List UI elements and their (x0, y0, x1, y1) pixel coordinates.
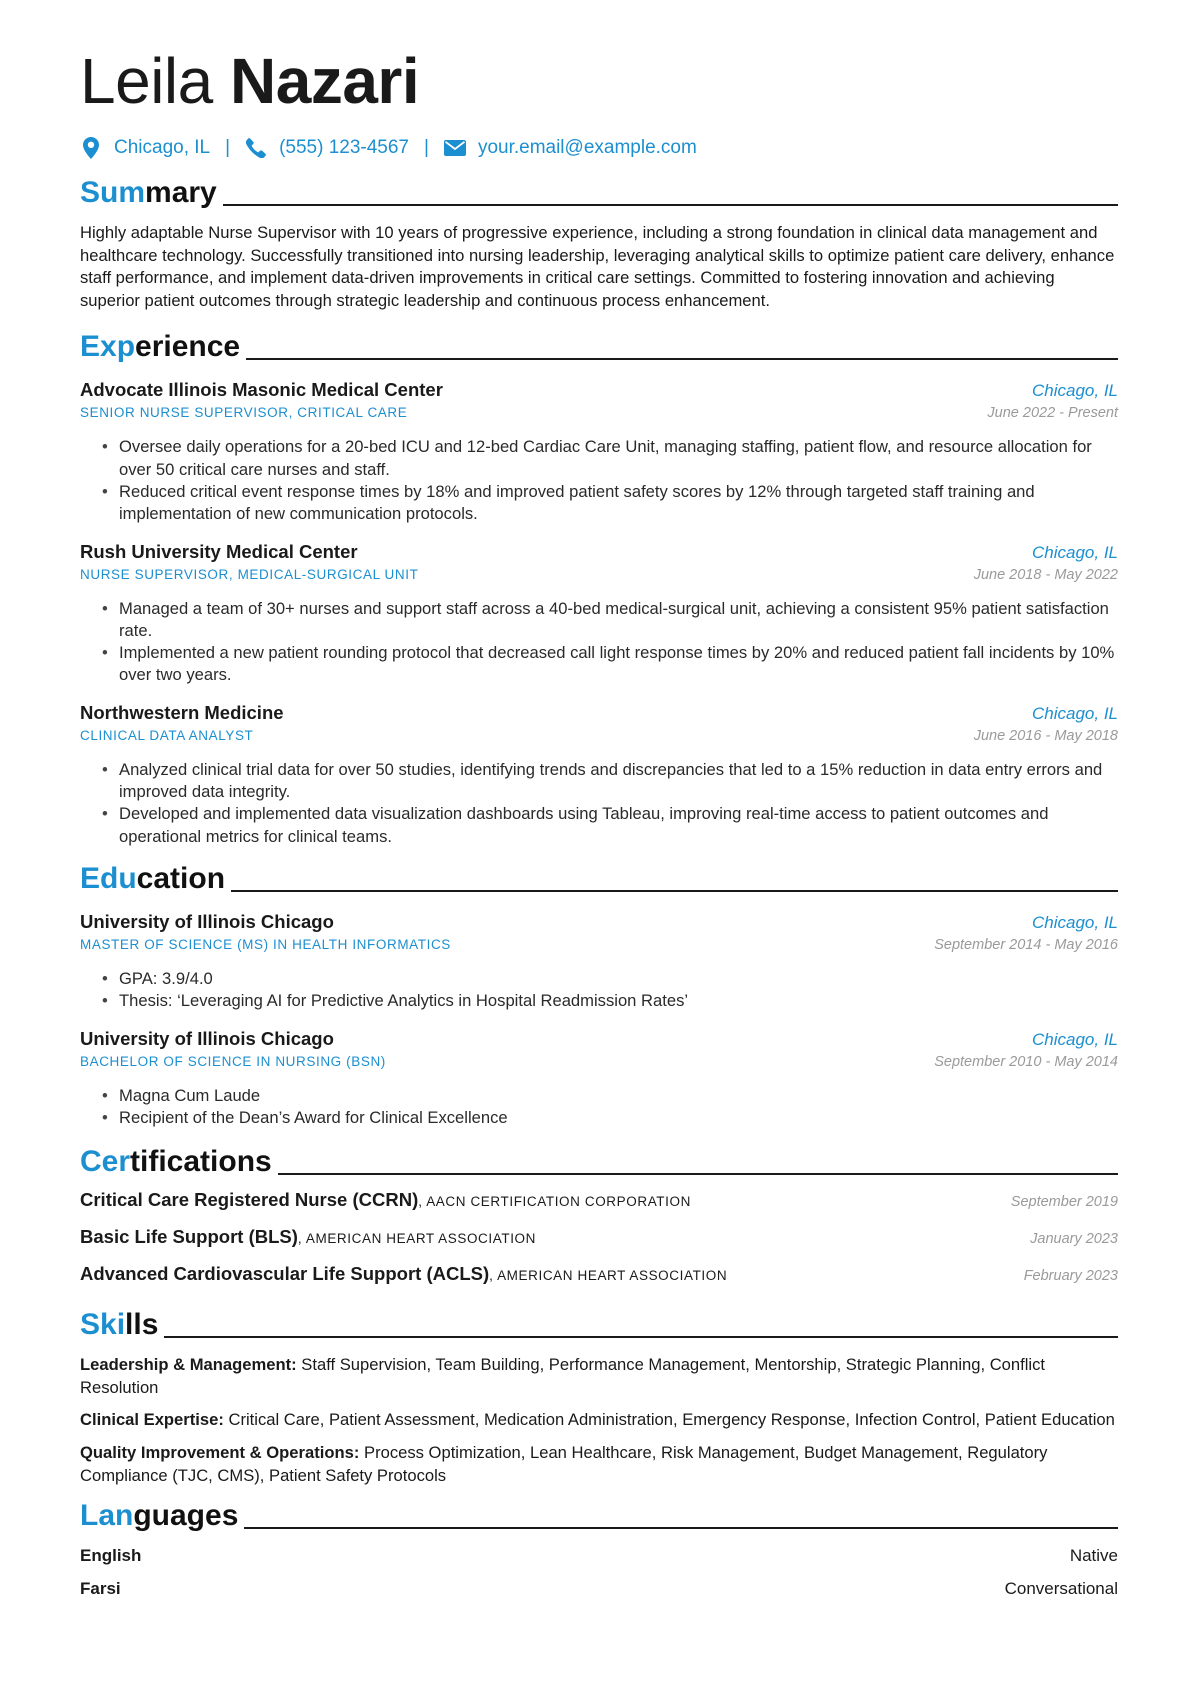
cert-date: January 2023 (1030, 1231, 1118, 1248)
summary-text: Highly adaptable Nurse Supervisor with 10 years of progressive experience, including a strong foundation in clinical data management and healthcare technology. Successfully transitioned into nursing leadership, leveraging analytical skills to optimize patient care delivery, enhance staff performance, and implement data-driven improvements in critical care settings. Committed to fostering innovation and achieving superior patient outcomes through strategic leadership and continuous process enhancement. (80, 223, 1115, 310)
bullet-list (80, 598, 1118, 687)
heading-rule (278, 1173, 1118, 1175)
heading-rule (223, 204, 1118, 206)
bullet-list (80, 436, 1118, 525)
skill-values: Critical Care, Patient Assessment, Medication Administration, Emergency Response, Infection Control, Patient Education (223, 1410, 1115, 1430)
language-name: English (80, 1545, 142, 1565)
employer-name: Northwestern Medicine (80, 701, 284, 723)
bullet-list (80, 759, 1118, 848)
bullet-item: • Implemented a new patient rounding protocol that decreased call light response times by 20% and reduced patient fall incidents by 10% over two years. (102, 642, 1118, 687)
resume-page (80, 40, 1118, 1605)
skill-group (80, 1409, 1118, 1432)
heading-accent: Lan (80, 1499, 134, 1533)
skill-group (80, 1442, 1118, 1487)
cert-issuer: , AMERICAN HEART ASSOCIATION (297, 1231, 537, 1247)
entry-dates: June 2018 - May 2022 (973, 566, 1118, 583)
entry-location: Chicago, IL (1032, 703, 1118, 723)
heading-rest: tifications (130, 1145, 272, 1179)
degree-title: MASTER OF SCIENCE (MS) IN HEALTH INFORMATICS (80, 936, 451, 952)
bullet-item: • GPA: 3.9/4.0 (102, 968, 1118, 990)
cert-date: February 2023 (1023, 1268, 1118, 1285)
bullet-list (80, 968, 1118, 1013)
map-pin-icon (80, 137, 102, 159)
phone-text[interactable]: (555) 123-4567 (279, 137, 409, 158)
certifications-heading (80, 1143, 1118, 1179)
certification-item (80, 1226, 1118, 1263)
summary-heading (80, 174, 1118, 210)
experience-heading (80, 328, 1118, 364)
heading-rule (246, 358, 1118, 360)
employer-name: Advocate Illinois Masonic Medical Center (80, 379, 443, 401)
language-level: Conversational (1004, 1578, 1118, 1598)
heading-rule (164, 1336, 1118, 1338)
heading-rule (244, 1527, 1118, 1529)
skill-label: Leadership & Management: (80, 1355, 297, 1375)
job-title: NURSE SUPERVISOR, MEDICAL-SURGICAL UNIT (80, 566, 419, 582)
languages-heading (80, 1497, 1118, 1533)
languages-list (80, 1539, 1118, 1605)
phone-icon (245, 137, 267, 159)
school-name: University of Illinois Chicago (80, 1027, 334, 1049)
entry-location: Chicago, IL (1032, 1029, 1118, 1049)
heading-rest: guages (133, 1499, 239, 1533)
entry-dates: September 2014 - May 2016 (934, 936, 1118, 953)
last-name: Nazari (230, 45, 420, 117)
heading-accent: Edu (80, 861, 137, 895)
bullet-list (80, 1085, 1118, 1130)
language-item (80, 1572, 1118, 1605)
skills-heading (80, 1306, 1118, 1342)
skill-label: Clinical Expertise: (80, 1410, 224, 1430)
entry-location: Chicago, IL (1032, 381, 1118, 401)
bullet-item: • Magna Cum Laude (102, 1085, 1118, 1107)
contact-location (80, 137, 210, 159)
skill-group (80, 1354, 1118, 1399)
bullet-item: • Managed a team of 30+ nurses and support staff across a 40-bed medical-surgical unit, achieving a consistent 95% patient satisfaction rate. (102, 598, 1118, 643)
heading-rest: mary (145, 176, 217, 209)
heading-accent: Cer (80, 1145, 131, 1179)
cert-issuer: , AACN CERTIFICATION CORPORATION (418, 1194, 691, 1210)
cert-name: Advanced Cardiovascular Life Support (ACLS) (80, 1263, 490, 1285)
candidate-name (80, 40, 1118, 122)
language-level: Native (1069, 1545, 1118, 1565)
contact-phone[interactable] (245, 137, 409, 159)
entry-location: Chicago, IL (1032, 912, 1118, 932)
job-title: SENIOR NURSE SUPERVISOR, CRITICAL CARE (80, 405, 408, 421)
skills-list (80, 1354, 1118, 1487)
heading-accent: Sum (80, 176, 146, 209)
contact-separator: | (424, 137, 429, 158)
language-name: Farsi (80, 1578, 121, 1598)
experience-entry (80, 378, 1118, 525)
entry-dates: September 2010 - May 2014 (934, 1053, 1118, 1070)
envelope-icon (444, 137, 466, 159)
certification-item (80, 1189, 1118, 1226)
cert-name: Critical Care Registered Nurse (CCRN) (80, 1189, 419, 1211)
entry-dates: June 2016 - May 2018 (973, 727, 1118, 744)
heading-rule (231, 890, 1118, 892)
heading-rest: lls (125, 1308, 159, 1342)
entry-location: Chicago, IL (1032, 542, 1118, 562)
contact-line (80, 134, 1118, 162)
location-text: Chicago, IL (114, 137, 211, 158)
skill-values: Staff Supervision, Team Building, Performance Management, Mentorship, Strategic Planning, Conflict Resolution (80, 1355, 1046, 1397)
education-entry (80, 910, 1118, 1013)
contact-separator: | (225, 137, 231, 158)
heading-accent: Ski (80, 1308, 126, 1342)
entry-dates: June 2022 - Present (987, 405, 1118, 422)
first-name: Leila (80, 45, 213, 117)
cert-issuer: , AMERICAN HEART ASSOCIATION (489, 1268, 728, 1284)
certification-list (80, 1189, 1118, 1300)
skill-values: Process Optimization, Lean Healthcare, Risk Management, Budget Management, Regulatory Compliance (TJC, CMS), Patient Safety Protocols (80, 1442, 1048, 1485)
cert-date: September 2019 (1010, 1194, 1118, 1211)
experience-entry (80, 540, 1118, 687)
heading-rest: cation (136, 861, 226, 895)
email-link[interactable]: your.email@example.com (477, 137, 697, 158)
certification-item (80, 1263, 1118, 1300)
school-name: University of Illinois Chicago (80, 910, 334, 932)
experience-entry (80, 701, 1118, 848)
contact-email[interactable] (444, 137, 697, 159)
heading-rest: erience (135, 330, 241, 364)
job-title: CLINICAL DATA ANALYST (80, 727, 254, 743)
cert-name: Basic Life Support (BLS) (80, 1226, 298, 1248)
education-entry (80, 1027, 1118, 1130)
language-item (80, 1539, 1118, 1572)
bullet-item: • Analyzed clinical trial data for over 50 studies, identifying trends and discrepancies that led to a 15% reduction in data entry errors and improved data integrity. (102, 759, 1118, 804)
bullet-item: • Developed and implemented data visualization dashboards using Tableau, improving real-time access to patient outcomes and operational metrics for clinical teams. (102, 803, 1118, 848)
bullet-item: • Recipient of the Dean’s Award for Clinical Excellence (102, 1107, 1118, 1129)
education-heading (80, 860, 1118, 896)
bullet-item: • Reduced critical event response times by 18% and improved patient safety scores by 12% through targeted staff training and implementation of new communication protocols. (102, 481, 1118, 526)
bullet-item: • Oversee daily operations for a 20-bed ICU and 12-bed Cardiac Care Unit, managing staffing, patient flow, and resource allocation for over 50 critical care nurses and staff. (102, 436, 1118, 481)
skill-label: Quality Improvement & Operations: (80, 1442, 360, 1462)
heading-accent: Exp (80, 330, 136, 364)
bullet-item: • Thesis: ‘Leveraging AI for Predictive Analytics in Hospital Readmission Rates’ (102, 990, 1118, 1012)
employer-name: Rush University Medical Center (80, 540, 358, 562)
degree-title: BACHELOR OF SCIENCE IN NURSING (BSN) (80, 1053, 386, 1069)
